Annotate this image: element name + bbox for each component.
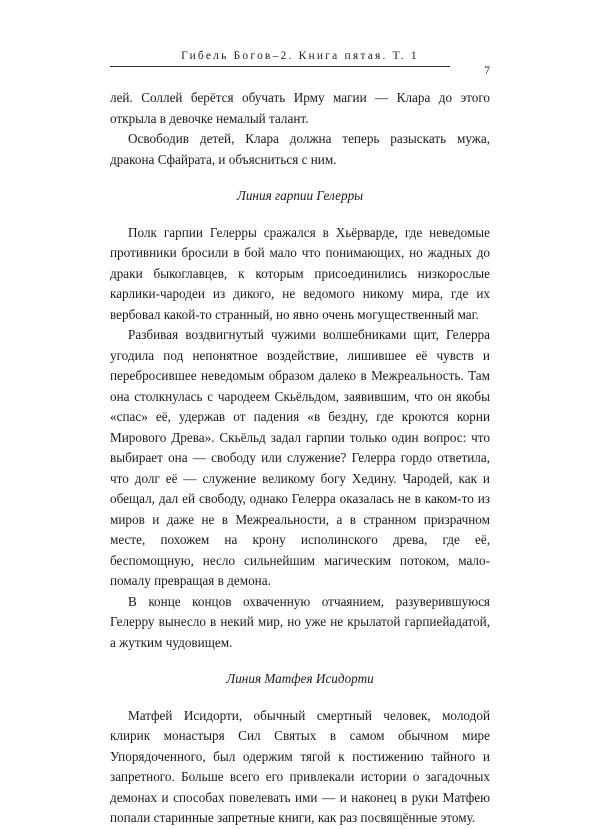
spacer bbox=[110, 207, 490, 223]
paragraph: Матфей Исидорти, обычный смертный человек, молодой клирик монастыря Сил Святых в самом обычном мире Упорядоченного, был одержим тягой к постижению тайного и запретного. Больше всего его привлекали истории о загадочных демонах и способах повелевать ими — и наконец в руки Матфею попали старинные запретные книги, как раз посвящённые этому. bbox=[110, 707, 490, 825]
spacer bbox=[110, 170, 490, 186]
section-heading-gelerra: Линия гарпии Гелерры bbox=[236, 188, 364, 203]
paragraph-continued: лей. Соллей берётся обучать Ирму магии — Клара до этого открыла в девочке немалый талант. bbox=[110, 90, 490, 126]
paragraph: Полк гарпии Гелерры сражался в Хьёрварде, где неведомые противники бросили в бой мало что понимающих, но жадных до драки быкоглавцев, к которым присоединились низкорослые карлики-чародеи из дикого, не ведомого никому мира, где их вербовал какой-то странный, но явно очень могущественный маг. bbox=[110, 224, 490, 322]
paragraph: Разбивая воздвигнутый чужими волшебниками щит, Гелерра угодила под непонятное воздействие, лишившее её чувств и перебросившее неведомым образом далеко в Межреальность. Там она столкнулась с чародеем Скьёльдом, заявившим, что он якобы «спас» её, удержав от падения «в бездну, где кроются корни Мирового Древа». Скьёльд задал гарпии только один вопрос: что выбирает она — свободу или служение? Гелерра гордо ответила, что долг её — служение великому богу Хедину. Чародей, как и обещал, дал ей свободу, однако Гелерра оказалась не в каком-то из миров и даже не в Межреальности, а в странном призрачном месте, похожем на крону исполинского древа, где её, беспомощную, несло сильнейшим магическим потоком, мало-помалу превращая в демона. bbox=[110, 327, 490, 588]
section-heading-matfey: Линия Матфея Исидорти bbox=[226, 671, 374, 686]
paragraph: В конце концов охваченную отчаянием, разуверившуюся Гелерру вынесло в некий мир, но уже не крылатой гарпиейадатой, а жутким чудовищем. bbox=[110, 593, 490, 650]
header-rule bbox=[110, 66, 450, 67]
page-body bbox=[110, 88, 490, 829]
paragraph: Освободив детей, Клара должна теперь разыскать мужа, дракона Сфайрата, и объясниться с ним. bbox=[110, 131, 490, 167]
page-number: 7 bbox=[484, 65, 490, 77]
spacer bbox=[110, 653, 490, 669]
running-head: Гибель Богов–2. Книга пятая. Т. 1 bbox=[181, 50, 419, 62]
spacer bbox=[110, 690, 490, 706]
